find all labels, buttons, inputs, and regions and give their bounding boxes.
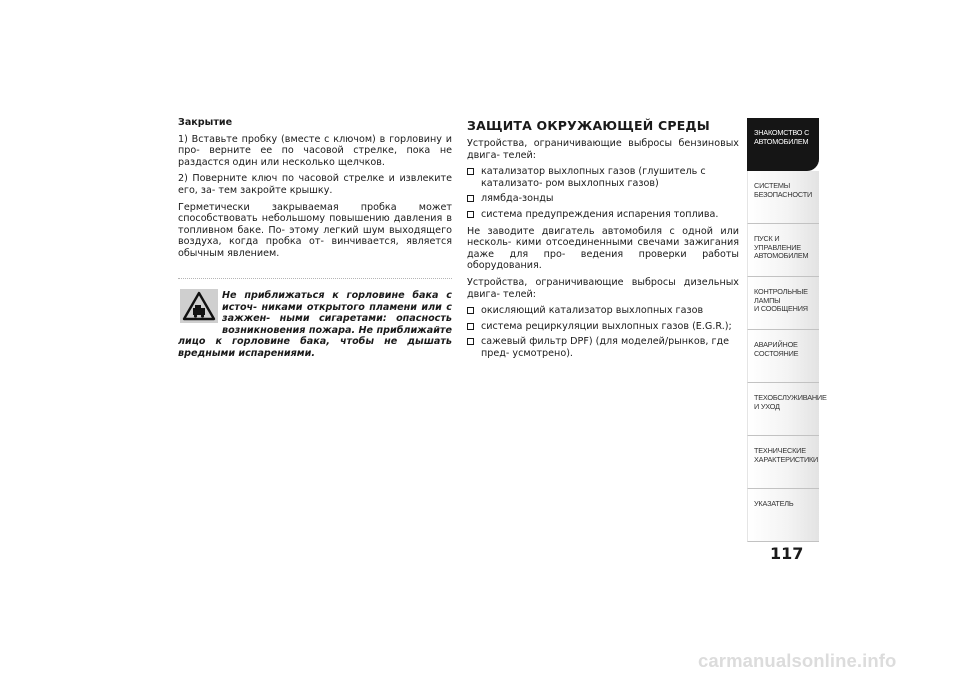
diesel-devices-list (467, 305, 739, 359)
list-item: катализатор выхлопных газов (глушитель с катализато- ром выхлопных газов) (467, 166, 739, 189)
tab-index[interactable]: УКАЗАТЕЛЬ (747, 489, 819, 542)
page-number: 117 (770, 544, 804, 563)
closing-step-2: 2) Поверните ключ по часовой стрелке и извлеките его, за- тем закройте крышку. (178, 173, 452, 196)
spark-plug-note: Не заводите двигатель автомобиля с одной или несколь- кими отсоединенными свечами зажигания даже для про- ведения проверки работы оборудования. (467, 225, 739, 272)
petrol-devices-list (467, 166, 739, 220)
closing-heading: Закрытие (178, 117, 233, 128)
tab-emergency[interactable]: АВАРИЙНОЕ СОСТОЯНИЕ (747, 330, 819, 383)
tab-vehicle-intro[interactable]: ЗНАКОМСТВО С АВТОМОБИЛЕМ (747, 118, 819, 171)
tab-warning-lights[interactable]: КОНТРОЛЬНЫЕ ЛАМПЫ И СООБЩЕНИЯ (747, 277, 819, 330)
watermark: carmanualsonline.info (698, 650, 897, 671)
section-tabs (747, 118, 827, 542)
checkbox-bullet-icon (467, 307, 474, 314)
tab-specifications[interactable]: ТЕХНИЧЕСКИЕ ХАРАКТЕРИСТИКИ (747, 436, 819, 489)
right-column (467, 118, 739, 365)
checkbox-bullet-icon (467, 211, 474, 218)
fire-warning-text: Не приближаться к горловине бака с источ- никами открытого пламени или с зажжен- ными сигаретами: опасность возникновения пожара. Не приближайте лицо к горловине бака, чтобы не дышать вредными испарениями. (178, 290, 452, 359)
section-title: ЗАЩИТА ОКРУЖАЮЩЕЙ СРЕДЫ (467, 118, 710, 133)
tab-maintenance[interactable]: ТЕХОБСЛУЖИВАНИЕ И УХОД (747, 383, 819, 436)
list-item: сажевый фильтр DPF) (для моделей/рынков, где пред- усмотрено). (467, 336, 739, 359)
pressure-info: Герметически закрываемая пробка может способствовать небольшому повышению давления в топливном баке. По- этому легкий шум выходящего воздуха, когда пробка от- винчивается, является обычным явлением. (178, 201, 452, 259)
list-item: система предупреждения испарения топлива. (467, 209, 739, 221)
checkbox-bullet-icon (467, 195, 474, 202)
tab-safety[interactable]: СИСТЕМЫ БЕЗОПАСНОСТИ (747, 171, 819, 224)
closing-step-1: 1) Вставьте пробку (вместе с ключом) в горловину и про- верните ее по часовой стрелке, пока не раздастся один или несколько щелчков. (178, 133, 452, 168)
tab-starting-driving[interactable]: ПУСК И УПРАВЛЕНИЕ АВТОМОБИЛЕМ (747, 224, 819, 277)
petrol-intro: Устройства, ограничивающие выбросы бензиновых двига- телей: (467, 138, 739, 161)
divider (178, 278, 452, 279)
list-item: система рециркуляции выхлопных газов (E.G.R.); (467, 321, 739, 333)
checkbox-bullet-icon (467, 168, 474, 175)
list-item: лямбда-зонды (467, 193, 739, 205)
checkbox-bullet-icon (467, 338, 474, 345)
diesel-intro: Устройства, ограничивающие выбросы дизельных двига- телей: (467, 276, 739, 300)
fire-warning (178, 290, 452, 360)
left-column (178, 117, 452, 265)
checkbox-bullet-icon (467, 323, 474, 330)
list-item: окисляющий катализатор выхлопных газов (467, 305, 739, 317)
